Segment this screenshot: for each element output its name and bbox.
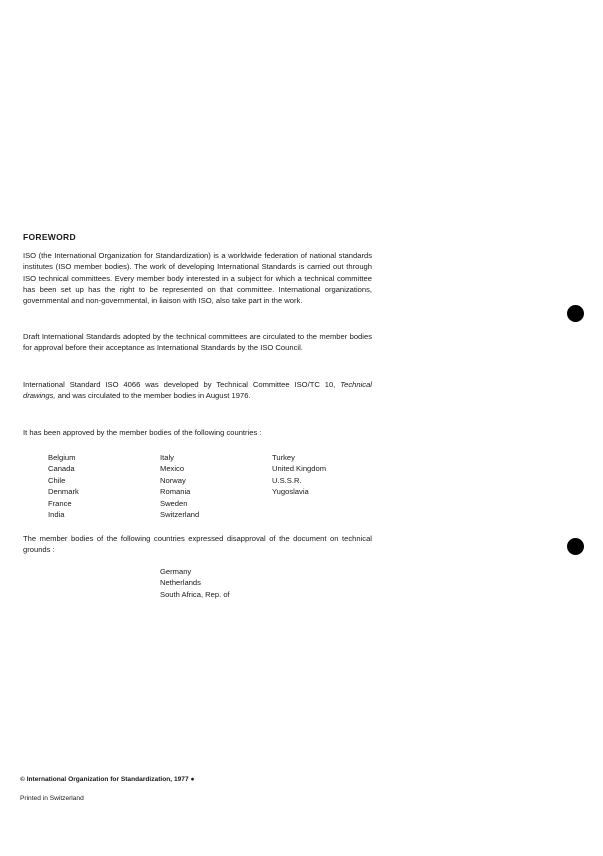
country-name: Netherlands <box>160 578 201 588</box>
country-column-1 <box>48 452 79 520</box>
country-name: Norway <box>160 475 186 485</box>
punch-hole-icon <box>567 538 584 555</box>
country-name: Germany <box>160 567 192 576</box>
country-name: Mexico <box>160 464 185 474</box>
copyright-notice: © International Organization for Standardization, 1977 ● <box>20 776 195 783</box>
country-name: Switzerland <box>160 510 200 520</box>
foreword-paragraph-2: Draft International Standards adopted by the technical committees are circulated to the member bodies for approval before their acceptance as International Standards by the ISO Council. <box>23 332 372 353</box>
country-name: Turkey <box>272 453 295 462</box>
disapproving-countries <box>160 566 230 600</box>
country-column-2 <box>160 452 199 520</box>
printed-in-note: Printed in Switzerland <box>20 795 84 802</box>
disapproval-intro: The member bodies of the following countries expressed disapproval of the document on technical grounds : <box>23 534 372 555</box>
country-name: South Africa, Rep. of <box>160 589 230 599</box>
approval-intro: It has been approved by the member bodies of the following countries : <box>23 428 262 437</box>
country-name: U.S.S.R. <box>272 475 302 485</box>
punch-hole-icon <box>567 305 584 322</box>
paragraph-3-text-a: International Standard ISO 4066 was developed by Technical Committee ISO/TC 10, <box>23 380 341 389</box>
country-name: Canada <box>48 464 75 474</box>
committee-title: Technical drawings, <box>23 380 372 401</box>
country-name: Sweden <box>160 498 188 508</box>
country-name: France <box>48 498 72 508</box>
country-column-3 <box>272 452 326 498</box>
country-name: Romania <box>160 487 191 497</box>
foreword-paragraph-1: ISO (the International Organization for Standardization) is a worldwide federation of national standards institutes (ISO member bodies). The work of developing International Standards is carried out through ISO technical committees. Every member body interested in a subject for which a technical committee has been set up has the right to be represented on that committee. International organizations, governmental and non-governmental, in liaison with ISO, also take part in the work. <box>23 251 372 306</box>
paragraph-3-text-b: and was circulated to the member bodies in August 1976. <box>55 391 251 401</box>
country-name: Denmark <box>48 487 79 497</box>
country-name: Belgium <box>48 453 76 462</box>
country-name: United Kingdom <box>272 464 327 474</box>
country-name: Italy <box>160 453 174 462</box>
country-name: Chile <box>48 475 66 485</box>
foreword-heading: FOREWORD <box>23 232 76 242</box>
country-name: India <box>48 510 65 520</box>
foreword-paragraph-3 <box>23 379 372 402</box>
country-name: Yugoslavia <box>272 487 309 497</box>
